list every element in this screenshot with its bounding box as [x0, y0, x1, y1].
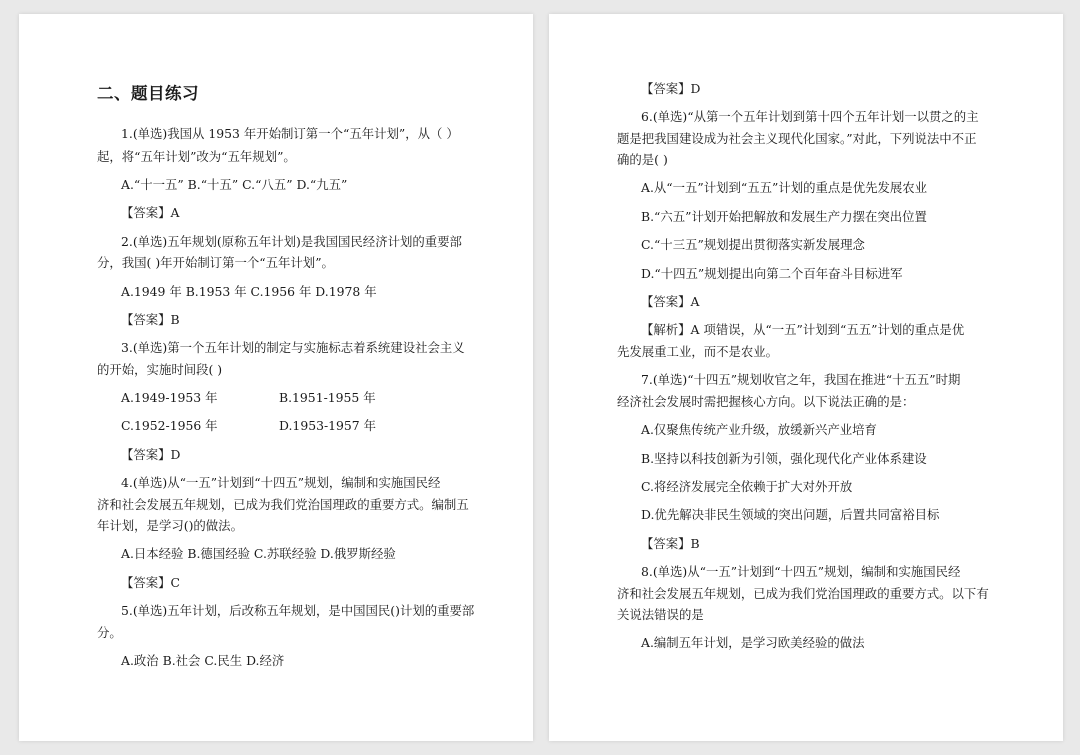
question-2-answer: 【答案】B	[121, 312, 180, 327]
question-1-text: 1.(单选)我国从 1953 年开始制订第一个“五年计划”，从（ ）	[121, 126, 459, 141]
question-4-text: 4.(单选)从“一五”计划到“十四五”规划，编制和实施国民经	[121, 475, 441, 490]
question-8-text: 8.(单选)从“一五”计划到“十四五”规划，编制和实施国民经	[641, 564, 961, 579]
question-3-answer: 【答案】D	[121, 447, 181, 462]
question-7-answer: 【答案】B	[641, 536, 700, 551]
question-1-answer: 【答案】A	[121, 205, 180, 220]
question-5-answer: 【答案】D	[641, 81, 701, 96]
question-6-option-c: C.“十三五”规划提出贯彻落实新发展理念	[641, 237, 865, 252]
question-2-text-cont: 分，我国( )年开始制订第一个“五年计划”。	[97, 255, 334, 270]
question-4-answer: 【答案】C	[121, 575, 181, 590]
question-8-option-a: A.编制五年计划，是学习欧美经验的做法	[641, 635, 865, 650]
question-7-option-a: A.仅聚焦传统产业升级，放缓新兴产业培育	[641, 422, 877, 437]
question-3-text-cont: 的开始，实施时间段( )	[97, 362, 223, 377]
question-8-text-cont: 济和社会发展五年规划，已成为我们党治国理政的重要方式。以下有	[617, 586, 989, 601]
question-6-analysis-cont: 先发展重工业，而不是农业。	[617, 344, 779, 359]
question-7-text-cont: 经济社会发展时需把握核心方向。以下说法正确的是：	[617, 394, 915, 409]
question-6-option-d: D.“十四五”规划提出向第二个百年奋斗目标进军	[641, 266, 903, 281]
question-5-text: 5.(单选)五年计划，后改称五年规划，是中国国民()计划的重要部	[121, 603, 475, 618]
question-2-options: A.1949 年 B.1953 年 C.1956 年 D.1978 年	[121, 284, 377, 299]
question-6-answer: 【答案】A	[641, 294, 700, 309]
question-6-text-cont: 题是把我国建设成为社会主义现代化国家。”对此，下列说法中不正	[617, 131, 977, 146]
question-8-text-cont2: 关说法错误的是	[617, 607, 704, 622]
question-7-text: 7.(单选)“十四五”规划收官之年，我国在推进“十五五”时期	[641, 372, 961, 387]
question-6-text: 6.(单选)“从第一个五年计划到第十四个五年计划一以贯之的主	[641, 109, 979, 124]
question-1-text-cont: 起，将“五年计划”改为“五年规划”。	[97, 149, 296, 164]
question-5-text-cont: 分。	[97, 625, 122, 640]
question-3-text: 3.(单选)第一个五年计划的制定与实施标志着系统建设社会主义	[121, 340, 465, 355]
question-6-text-cont2: 确的是( )	[617, 152, 668, 167]
document-page-right	[549, 14, 1063, 741]
question-3-option-a: A.1949-1953 年	[121, 390, 218, 405]
question-7-option-c: C.将经济发展完全依赖于扩大对外开放	[641, 479, 853, 494]
section-heading: 二、题目练习	[97, 84, 199, 103]
question-6-analysis: 【解析】A 项错误，从“一五”计划到“五五”计划的重点是优	[641, 322, 965, 337]
question-1-options: A.“十一五” B.“十五” C.“八五” D.“九五”	[121, 177, 348, 192]
question-7-option-b: B.坚持以科技创新为引领，强化现代化产业体系建设	[641, 451, 927, 466]
question-4-text-cont: 济和社会发展五年规划，已成为我们党治国理政的重要方式。编制五	[97, 497, 469, 512]
question-6-option-a: A.从“一五”计划到“五五”计划的重点是优先发展农业	[641, 180, 928, 195]
question-3-option-c: C.1952-1956 年	[121, 418, 218, 433]
question-2-text: 2.(单选)五年规划(原称五年计划)是我国国民经济计划的重要部	[121, 234, 462, 249]
question-4-options: A.日本经验 B.德国经验 C.苏联经验 D.俄罗斯经验	[121, 546, 396, 561]
question-7-option-d: D.优先解决非民生领域的突出问题，后置共同富裕目标	[641, 507, 940, 522]
question-3-option-d: D.1953-1957 年	[279, 418, 377, 433]
question-3-option-b: B.1951-1955 年	[279, 390, 376, 405]
question-6-option-b: B.“六五”计划开始把解放和发展生产力摆在突出位置	[641, 209, 927, 224]
question-4-text-cont2: 年计划，是学习()的做法。	[97, 518, 243, 533]
document-page-left	[19, 14, 533, 741]
question-5-options: A.政治 B.社会 C.民生 D.经济	[121, 653, 285, 668]
